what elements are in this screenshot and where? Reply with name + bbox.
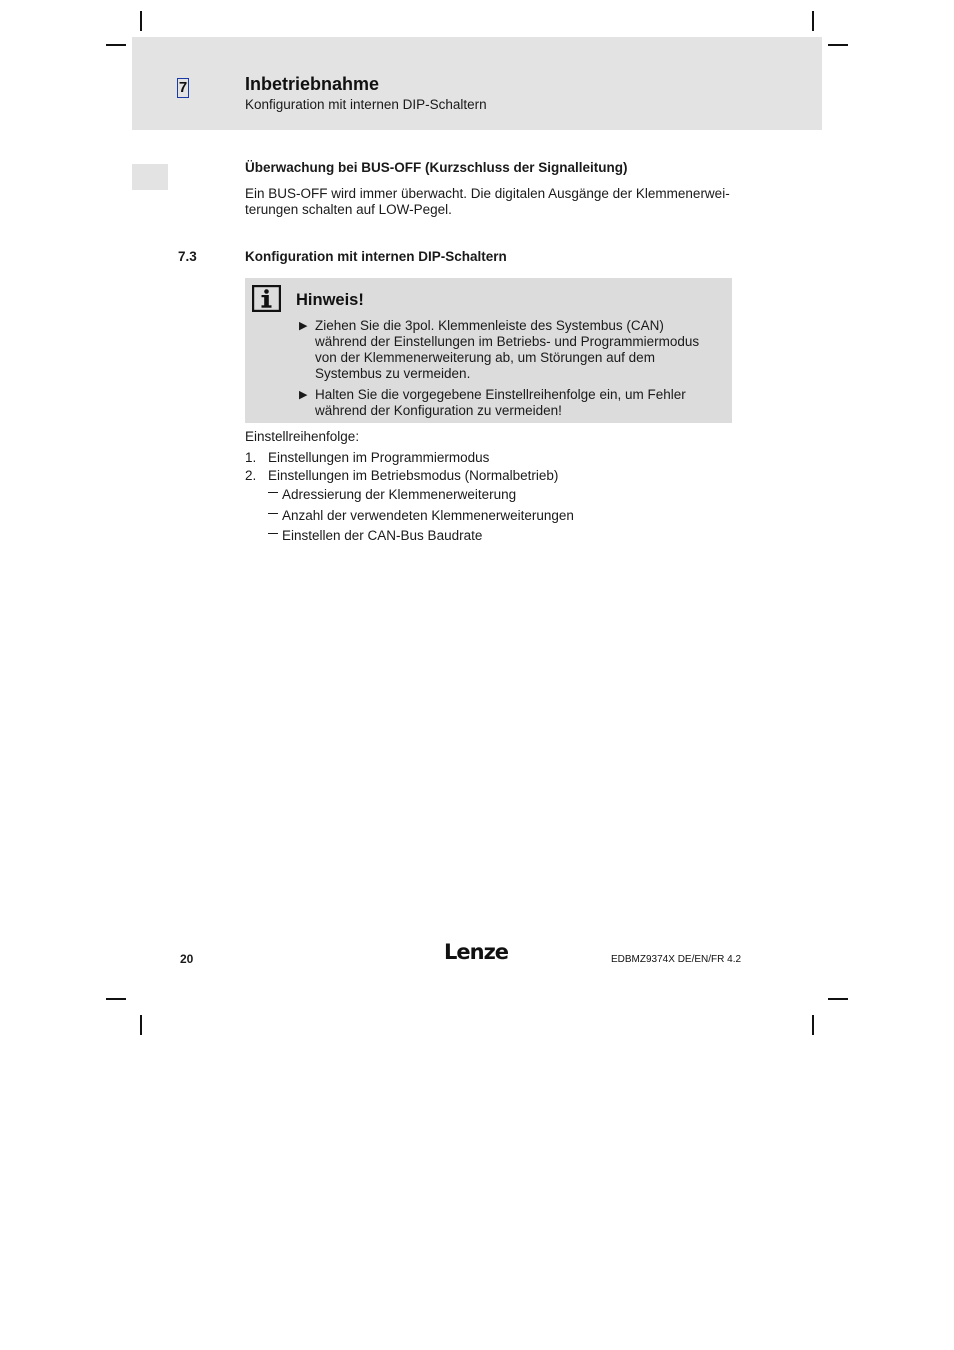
note-item xyxy=(299,318,719,382)
dash-icon xyxy=(268,492,278,494)
step-text: Einstellungen im Betriebsmodus (Normalbetrieb) xyxy=(268,468,559,483)
side-marker xyxy=(132,164,168,190)
chapter-subtitle: Konfiguration mit internen DIP-Schaltern xyxy=(245,97,487,112)
crop-mark xyxy=(828,44,848,46)
dash-icon xyxy=(268,513,278,515)
chapter-header-band xyxy=(132,37,822,130)
note-item-text: Ziehen Sie die 3pol. Klemmenleiste des Systembus (CAN) während der Einstellungen im Betriebs- und Programmiermodus von der Klemmenerweiterung ab, um Störungen auf dem Systembus zu vermeiden. xyxy=(315,318,700,381)
crop-mark xyxy=(812,11,814,31)
note-list xyxy=(299,318,719,424)
note-title: Hinweis! xyxy=(296,291,364,309)
bus-off-heading: Überwachung bei BUS-OFF (Kurzschluss der Signalleitung) xyxy=(245,160,628,175)
triangle-bullet-icon: ▶ xyxy=(299,320,308,332)
section-title: Konfiguration mit internen DIP-Schaltern xyxy=(245,249,507,264)
sub-step-item xyxy=(268,528,482,544)
chapter-title: Inbetriebnahme xyxy=(245,74,380,94)
sub-step-item xyxy=(268,508,574,524)
crop-mark xyxy=(106,44,126,46)
sub-step-text: Adressierung der Klemmenerweiterung xyxy=(282,487,517,502)
step-number: 1. xyxy=(245,450,257,465)
note-box xyxy=(245,278,732,423)
step-text: Einstellungen im Programmiermodus xyxy=(268,450,490,465)
dash-icon xyxy=(268,533,278,535)
step-number: 2. xyxy=(245,468,257,483)
page-number: 20 xyxy=(180,952,194,966)
crop-mark xyxy=(106,998,126,1000)
note-item xyxy=(299,387,719,419)
triangle-bullet-icon: ▶ xyxy=(299,389,308,401)
info-icon xyxy=(252,285,281,312)
crop-mark xyxy=(140,11,142,31)
note-item-text: Halten Sie die vorgegebene Einstellreihenfolge ein, um Fehler während der Konfiguration zu vermeiden! xyxy=(315,387,686,418)
crop-mark xyxy=(828,998,848,1000)
bus-off-text: Ein BUS-OFF wird immer überwacht. Die digitalen Ausgänge der Klemmenerwei-terungen schalten auf LOW-Pegel. xyxy=(245,186,730,217)
lenze-logo: Lenze xyxy=(444,940,509,964)
sub-step-item xyxy=(268,487,516,503)
crop-mark xyxy=(812,1015,814,1035)
crop-mark xyxy=(140,1015,142,1035)
chapter-number[interactable]: 7 xyxy=(178,79,188,96)
document-code: EDBMZ9374X DE/EN/FR 4.2 xyxy=(611,954,742,965)
steps-intro: Einstellreihenfolge: xyxy=(245,429,360,444)
sub-step-text: Anzahl der verwendeten Klemmenerweiterungen xyxy=(282,508,574,523)
section-number: 7.3 xyxy=(178,249,197,264)
sub-step-text: Einstellen der CAN-Bus Baudrate xyxy=(282,528,483,543)
